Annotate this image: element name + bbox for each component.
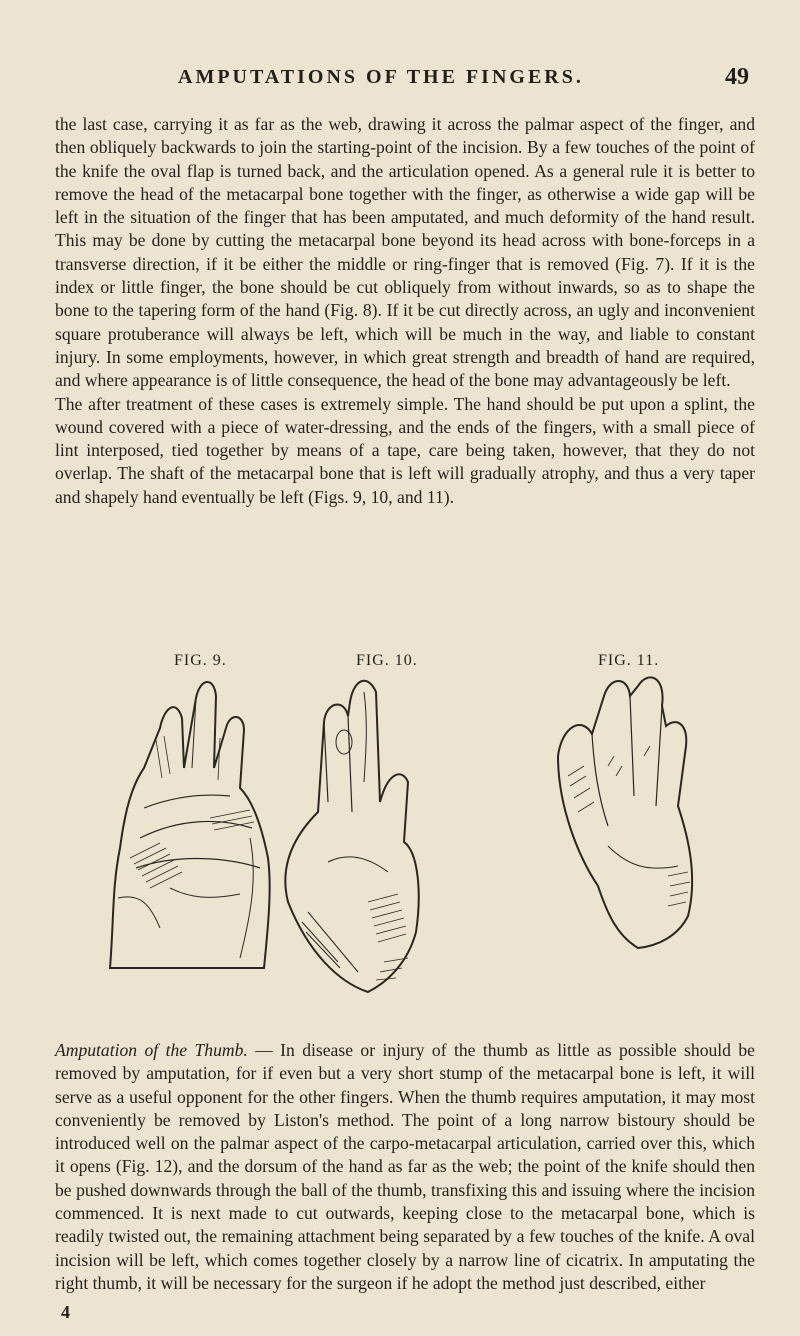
fig-11-hand-illustration <box>538 666 738 986</box>
body-text-bottom <box>55 1039 755 1295</box>
page-number: 49 <box>725 64 749 90</box>
page-header <box>0 66 800 94</box>
paragraph-thumb-body: — In disease or injury of the thumb as little as possible should be removed by amputation, for if even but a very short stump of the metacarpal bone is left, it will serve as a useful opponent for the other fingers. When the thumb requires amputation, it may most conveniently be removed by Liston's method. The point of a long narrow bistoury should be introduced well on the palmar aspect of the carpo-metacarpal articulation, carried over this, which it opens (Fig. 12), and the dorsum of the hand as far as the web; the point of the knife should then be pushed downwards through the ball of the thumb, transfixing this and issuing where the incision commenced. It is next made to cut outwards, keeping close to the metacarpal bone, which is readily twisted out, the remaining attachment being separated by a few touches of the knife. A oval incision will be left, which comes together closely by a narrow line of cicatrix. In amputating the right thumb, it will be necessary for the surgeon if he adopt the method just described, either <box>55 1040 755 1293</box>
fig-10-label: FIG. 10. <box>356 652 418 669</box>
paragraph-amputation-technique: the last case, carrying it as far as the web, drawing it across the palmar aspect of the finger, and then obliquely backwards to join the starting-point of the incision. By a few touches of the point of the knife the oval flap is turned back, and the articulation opened. As a general rule it is better to remove the head of the metacarpal bone together with the finger, as otherwise a wide gap will be left in the situation of the finger that has been amputated, and much deformity of the hand result. This may be done by cutting the metacarpal bone beyond its head across with bone-forceps in a transverse direction, if it be either the middle or ring-finger that is removed (Fig. 7). If it is the index or little finger, the bone should be cut obliquely from without inwards, so as to shape the bone to the tapering form of the hand (Fig. 8). If it be cut directly across, an ugly and inconvenient square protuberance will always be left, which will be much in the way, and liable to constant injury. In some employments, however, in which great strength and breadth of hand are required, and where appearance is of little consequence, the head of the bone may advantageously be left. <box>55 114 755 391</box>
fig-11-label: FIG. 11. <box>598 652 660 669</box>
fig-10-hand-illustration <box>268 662 498 1002</box>
running-title: AMPUTATIONS OF THE FINGERS. <box>178 66 584 88</box>
signature-mark: 4 <box>61 1302 70 1322</box>
paragraph-after-treatment: The after treatment of these cases is extremely simple. The hand should be put upon a splint, the wound covered with a piece of water-dressing, and the ends of the fingers, with a small piece of lint interposed, tied together by means of a tape, care being taken, however, that they do not overlap. The shaft of the metacarpal bone that is left will gradually atrophy, and thus a very taper and shapely hand eventually be left (Figs. 9, 10, and 11). <box>55 393 755 507</box>
body-text-top <box>55 113 755 509</box>
section-heading-thumb: Amputation of the Thumb. <box>55 1040 248 1060</box>
paragraph-thumb-amputation <box>55 1039 755 1295</box>
fig-9-label: FIG. 9. <box>174 652 227 669</box>
